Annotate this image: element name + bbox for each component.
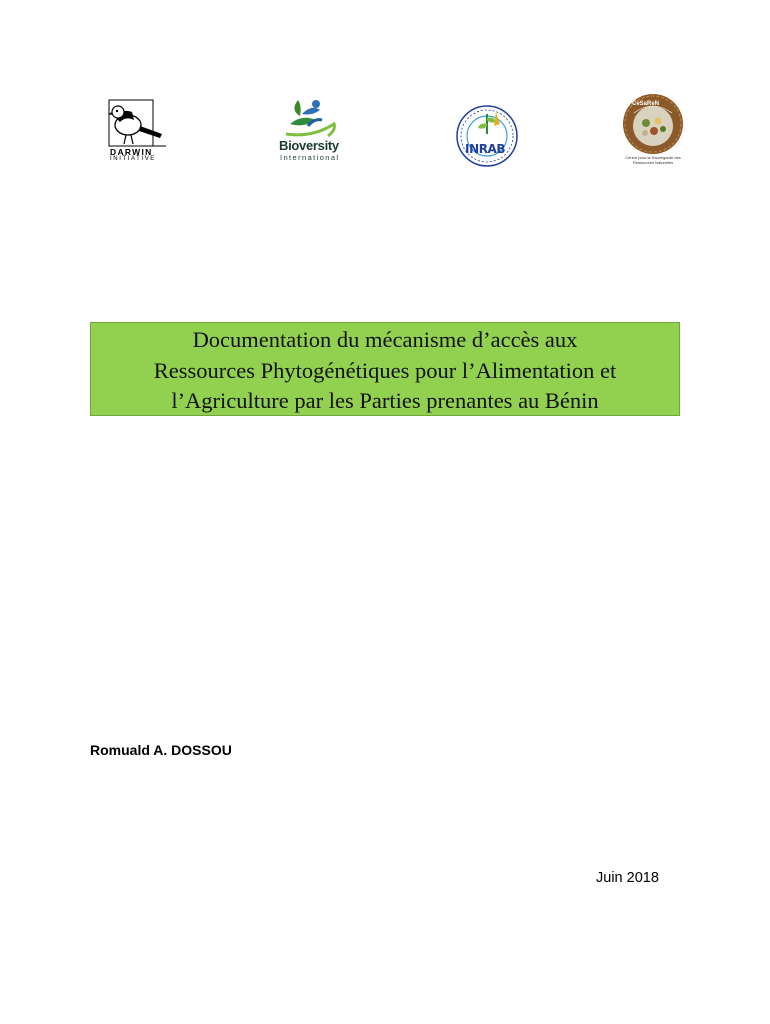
bioversity-logo-text: Bioversity [279,138,339,153]
publication-date: Juin 2018 [596,870,659,886]
document-title-box [90,322,680,416]
author-name: Romuald A. DOSSOU [90,742,232,758]
darwin-initiative-logo [106,98,168,164]
leaf-figure-icon [272,94,354,140]
title-line-3: l’Agriculture par les Parties prenantes au Bénin [171,388,599,413]
inrab-logo-text: INRAB [465,142,506,156]
cesaren-logo-text: CeSaReN [632,101,660,107]
darwin-logo-subtext: INITIATIVE [110,156,156,162]
cesaren-logo [618,93,688,169]
darwin-logo-text: DARWIN [110,147,153,157]
title-line-2: Ressources Phytogénétiques pour l’Alimentation et [153,357,617,383]
inrab-logo [452,104,522,168]
cesaren-logo-subtext: Centre pour la Sauvegarde des Ressources Naturelles [625,155,681,165]
inrab-emblem-icon [452,104,522,168]
bioversity-logo-subtext: International [280,153,340,162]
bioversity-logo [272,94,354,164]
title-line-1: Documentation du mécanisme d’accès aux [192,327,578,352]
